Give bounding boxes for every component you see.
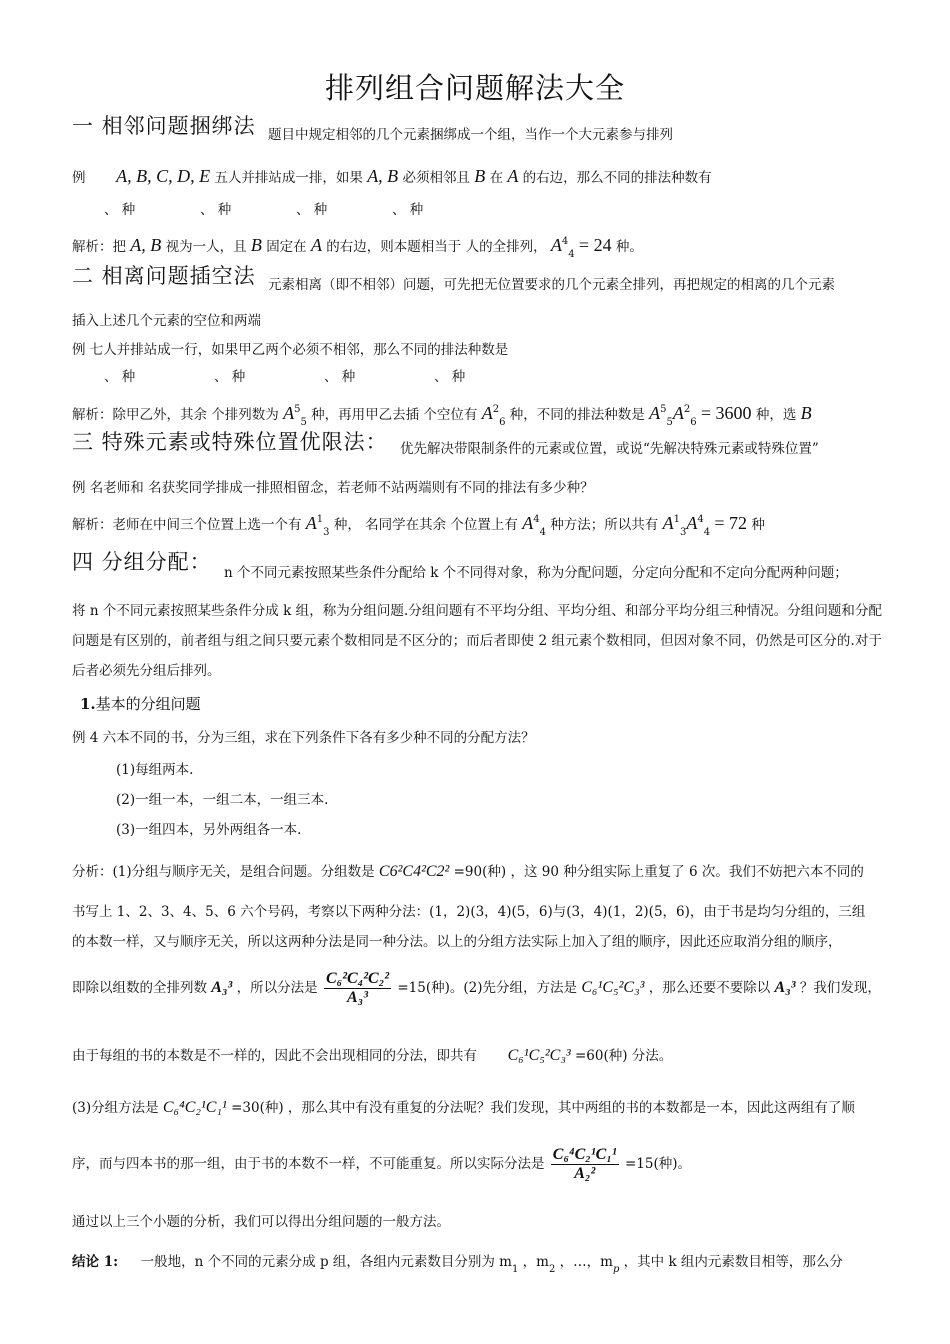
formula: C₆¹C₅²C₃³: [581, 979, 645, 996]
fraction-numerator: C₆²C₄²C₂²: [325, 970, 390, 987]
section-1-description: 题目中规定相邻的几个元素捆绑成一个组，当作一个大元素参与排列: [267, 127, 673, 143]
page-title: 排列组合问题解法大全: [324, 71, 625, 105]
section-1-solution: [72, 232, 643, 265]
option-item: 、 种: [200, 202, 232, 218]
example-4-item: (2)一组一本，一组二本，一组三本.: [116, 792, 329, 808]
section-3-solution: [72, 510, 765, 543]
option-item: 、 种: [434, 369, 466, 385]
subsection-number: 1.: [80, 695, 96, 713]
text-run: 种， 名同学在其余 个位置上有: [333, 517, 518, 533]
formula: A: [481, 403, 493, 423]
subscript: 2: [548, 1264, 556, 1275]
text-run: 在: [489, 170, 504, 186]
formula-sub: 5: [666, 417, 673, 428]
example-4: 例 4 六本不同的书，分为三组，求在下列条件下各有多少种不同的分配方法？: [72, 730, 535, 746]
section-2-example: 例 七人并排站成一行，如果甲乙两个必须不相邻，那么不同的排法种数是: [72, 342, 509, 358]
text-run: ，那么还要不要除以: [648, 980, 771, 996]
section-1-heading-line: [72, 114, 673, 143]
text-run: 种，选: [755, 407, 797, 423]
formula-sup: 2: [492, 404, 500, 415]
option-item: 、 种: [104, 369, 136, 385]
subscript: 1: [511, 1264, 519, 1275]
analysis-line-2: 书写上 1、2、3、4、5、6 六个号码，考察以下两种分法：(1，2)(3，4)(5，6)与(3，4)(1，2)(5，6)，由于书是均匀分组的，三组: [72, 904, 866, 920]
text-run: 种，再用甲乙去插 个空位有: [311, 407, 478, 423]
option-item: 、 种: [214, 369, 246, 385]
formula-sub: 5: [300, 417, 307, 428]
formula: A: [550, 235, 562, 255]
text-run: ，m: [522, 1254, 549, 1270]
text-run: =15(种)。: [625, 1156, 692, 1172]
text-run: 由于每组的书的本数是不一样的，因此不会出现相同的分法，即共有: [72, 1048, 477, 1064]
option-item: 、 种: [392, 202, 424, 218]
section-3-description: 优先解决带限制条件的元素或位置，或说“先解决特殊元素或特殊位置”: [399, 441, 819, 457]
section-2-solution: [72, 400, 812, 433]
section-4-heading: 四 分组分配：: [72, 550, 212, 574]
section-1-heading: 一 相邻问题捆绑法: [72, 114, 256, 138]
formula: A: [662, 513, 674, 533]
text-run: =30(种) ，那么其中有没有重复的分法呢？我们发现，其中两组的书的本数都是一本，因此这两组有了顺: [231, 1100, 855, 1116]
text-run: 的右边，那么不同的排法种数有: [522, 170, 712, 186]
math-expression: A: [507, 166, 519, 186]
subscript: p: [612, 1264, 620, 1275]
text-run: (3)分组方法是: [72, 1100, 159, 1116]
section-2-description: 元素相离（即不相邻）问题，可先把无位置要求的几个元素全排列，再把规定的相离的几个元素: [267, 277, 835, 293]
text-run: 五人并排站成一排，如果: [214, 170, 363, 186]
math-expression: A, B: [130, 235, 162, 255]
conclusion-label: 结论 1:: [72, 1254, 119, 1270]
subsection-title: 基本的分组问题: [95, 695, 201, 713]
formula-sub: 3: [679, 527, 687, 538]
fraction: [324, 970, 391, 1007]
formula: C₆⁴C₂¹C₁¹: [162, 1099, 227, 1116]
text-run: 即除以组数的全排列数: [72, 980, 207, 996]
analysis-line-6: [72, 1098, 855, 1118]
analysis-line-5: [72, 1046, 672, 1066]
analysis-line-3: 的本数一样，又与顺序无关，所以这两种分法是同一种分法。以上的分组方法实际上加入了组的顺序，因此还应取消分组的顺序，: [72, 934, 842, 950]
text-run: ，所以分法是: [236, 980, 318, 996]
text-run: 视为一人，且: [165, 239, 247, 255]
math-expression: A, B: [367, 166, 399, 186]
formula-result: = 72: [714, 513, 748, 533]
example-4-item: (3)一组四本，另外两组各一本.: [116, 822, 302, 838]
formula: A: [649, 403, 661, 423]
text-run: 种方法；所以共有: [550, 517, 659, 533]
option-item: 、 种: [324, 369, 356, 385]
math-expression: A, B, C, D, E: [116, 166, 211, 186]
section-2-description-cont: 插入上述几个元素的空位和两端: [72, 313, 261, 329]
formula: A: [305, 513, 317, 533]
section-2-heading: 二 相离问题插空法: [72, 264, 256, 288]
text-run: ，…，m: [559, 1254, 613, 1270]
formula-sup: 5: [294, 404, 301, 415]
section-1-options: [104, 200, 488, 220]
formula: A₃³: [774, 979, 796, 996]
option-item: 、 种: [104, 202, 136, 218]
section-4-description: n 个不同元素按照某些条件分配给 k 个不同得对象，称为分配问题，分定向分配和不定向分配两种问题；: [223, 565, 848, 581]
math-expression: B: [250, 235, 262, 255]
formula-sup: 4: [697, 514, 704, 525]
example-4-item: (1)每组两本.: [116, 762, 194, 778]
text-run: 固定在: [266, 239, 307, 255]
formula-sub: 6: [499, 417, 506, 428]
formula-sup: 1: [316, 514, 324, 525]
formula: C6²C4²C2²: [378, 863, 450, 880]
text-run: 解析：老师在中间三个位置上选一个有: [72, 517, 302, 533]
formula-sub: 6: [690, 417, 697, 428]
text-run: 种: [751, 517, 765, 533]
text-run: 解析：把: [72, 239, 126, 255]
text-run: 必须相邻且: [402, 170, 470, 186]
text-run: 一般地，n 个不同的元素分成 p 组，各组内元素数目分别为 m: [140, 1254, 512, 1270]
text-run: 解析：除甲乙外，其余 个排列数为: [72, 407, 279, 423]
formula-sup: 4: [533, 514, 540, 525]
math-expression: B: [800, 403, 812, 423]
formula-result: = 3600: [700, 403, 752, 423]
section-1-example: [72, 166, 712, 188]
text-run: =60(种) 分法。: [574, 1048, 673, 1064]
formula: C₆¹C₅²C₃³: [507, 1047, 571, 1064]
section-2-options: [104, 367, 544, 387]
conclusion-1: [72, 1252, 843, 1280]
fraction-numerator: C₆⁴C₂¹C₁¹: [552, 1146, 617, 1163]
fraction-denominator: A₃³: [346, 989, 369, 1006]
analysis-line-8: 通过以上三个小题的分析，我们可以得出分组问题的一般方法。: [72, 1214, 450, 1230]
section-4-heading-line: [72, 550, 848, 581]
formula: A₃³: [211, 979, 233, 996]
text-run: 序，而与四本书的那一组，由于书的本数不一样，不可能重复。所以实际分法是: [72, 1156, 545, 1172]
text-run: 种。: [615, 239, 643, 255]
section-3-heading: 三 特殊元素或特殊位置优限法：: [72, 430, 388, 454]
math-expression: A: [310, 235, 322, 255]
analysis-line-7: [72, 1144, 691, 1184]
text-run: ？我们发现，: [799, 980, 881, 996]
math-expression: B: [474, 166, 486, 186]
formula: A: [672, 403, 684, 423]
section-3-example: 例 名老师和 名获奖同学排成一排照相留念，若老师不站两端则有不同的排法有多少种？: [72, 480, 594, 496]
formula-sup: 1: [673, 514, 680, 525]
section-4-paragraph: 将 n 个不同元素按照某些条件分成 k 组，称为分组问题.分组问题有不平均分组、平均分组、和部分平均分组三种情况。分组问题和分配问题是有区别的，前者组与组之间只要元素个数相同是不区分的；而后者即使 2 组元素个数相同，但因对象不同，仍然是可区分的.对于后者必须先分组后排列。: [72, 603, 882, 679]
text-run: 种，不同的排法种数是: [509, 407, 645, 423]
formula-sub: 4: [568, 249, 575, 260]
formula-sup: 2: [683, 404, 691, 415]
fraction: [551, 1146, 619, 1183]
formula-sup: 4: [561, 236, 569, 247]
analysis-line-4: [72, 968, 881, 1008]
subsection-heading: [80, 694, 201, 714]
formula: A: [686, 513, 698, 533]
fraction-denominator: A₂²: [574, 1165, 596, 1182]
formula: A: [283, 403, 295, 423]
option-item: 、 种: [296, 202, 328, 218]
formula-sub: 4: [539, 527, 546, 538]
formula-sub: 3: [323, 527, 330, 538]
section-3-heading-line: [72, 432, 819, 455]
formula-result: = 24: [578, 235, 612, 255]
text-run: =90(种) ，这 90 种分组实际上重复了 6 次。我们不妨把六本不同的: [453, 864, 864, 880]
analysis-line-1: [72, 862, 864, 882]
formula: A: [522, 513, 534, 533]
text-run: =15(种)。(2)先分组，方法是: [397, 980, 578, 996]
text-run: 分析：(1)分组与顺序无关，是组合问题。分组数是: [72, 864, 375, 880]
section-2-heading-line: [72, 264, 835, 293]
text-run: ，其中 k 组内元素数目相等，那么分: [623, 1254, 843, 1270]
example-label: 例: [72, 170, 86, 186]
formula-sup: 5: [660, 404, 667, 415]
formula-sub: 4: [703, 527, 711, 538]
text-run: 的右边，则本题相当于 人的全排列，: [326, 239, 547, 255]
